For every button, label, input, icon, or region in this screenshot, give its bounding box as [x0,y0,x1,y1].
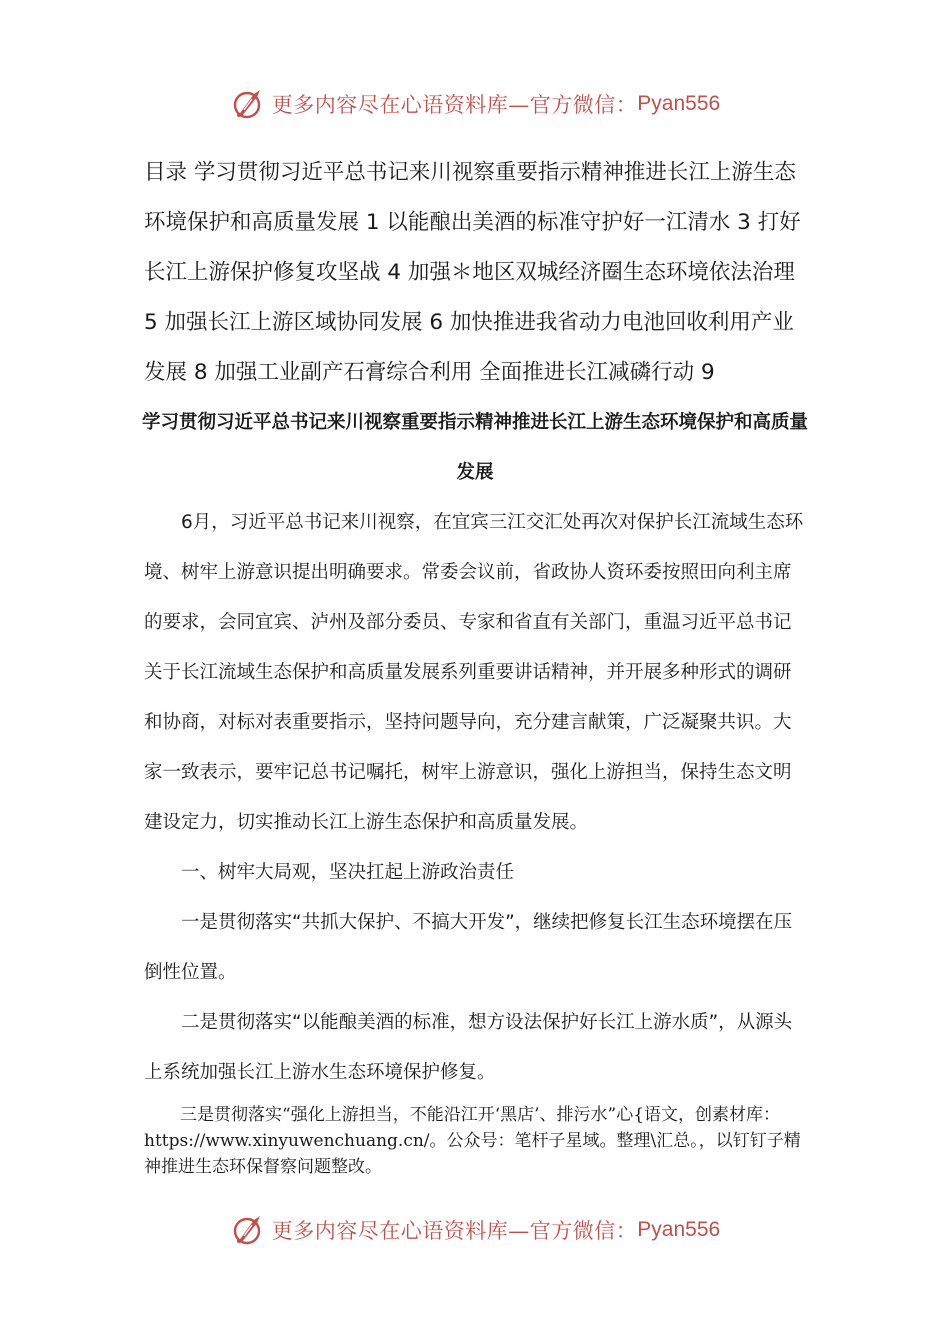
paragraph-intro: 6月，习近平总书记来川视察，在宜宾三江交汇处再次对保护长江流域生态环境、树牢上游意识提出明确要求。常委会议前，省政协人资环委按照田向利主席的要求，会同宜宾、泸州及部分委员、专家和省直有关部门，重温习近平总书记关于长江流域生态保护和高质量发展系列重要讲话精神，并开展多种形式的调研和协商，对标对表重要指示，坚持问题导向，充分建言献策，广泛凝聚共识。大家一致表示，要牢记总书记嘱托，树牢上游意识，强化上游担当，保持生态文明建设定力，切实推动长江上游生态保护和高质量发展。 [144,512,804,833]
header-banner [0,82,950,126]
paragraph-point-2: 二是贯彻落实“以能酿美酒的标准，想方设法保护好长江上游水质”，从源头上系统加强长江上游水生态环境保护修复。 [144,1012,793,1083]
banner-text: 更多内容尽在心语资料库—官方微信： [271,1219,638,1243]
paragraph-point-1: 一是贯彻落实“共抓大保护、不搞大开发”，继续把修复长江生态环境摆在压倒性位置。 [144,912,793,983]
table-of-contents: 目录 学习贯彻习近平总书记来川视察重要指示精神推进长江上游生态环境保护和高质量发展 1 以能酿出美酒的标准守护好一江清水 3 打好长江上游保护修复攻坚战 4 加强＊地区双城经济圈生态环境依法治理 5 加强长江上游区域协同发展 6 加快推进我省动力电池回收利用产业发展 8 加强工业副产石膏综合利用 全面推进长江减磷行动 9 [144,160,801,385]
article-title: 学习贯彻习近平总书记来川视察重要指示精神推进长江上游生态环境保护和高质量发展 [141,412,808,483]
paragraph-point-3: 三是贯彻落实“强化上游担当，不能沿江开‘黑店’、排污水”心{语文，创素材库：https://www.xinyuwenchuang.cn/。公众号：笔杆子星域。整理\汇总。，以钉钉子精神推进生态环保督察问题整改。 [144,1105,801,1177]
quill-pen-logo-icon [230,1212,266,1248]
quill-pen-logo-icon [230,86,266,122]
banner-wechat-id: Pyan556 [637,1218,721,1241]
banner-text: 更多内容尽在心语资料库—官方微信： [271,93,638,117]
document-body [141,148,808,1180]
footer-banner [0,1208,950,1252]
banner-wechat-id: Pyan556 [637,92,721,115]
section-heading-1: 一、树牢大局观，坚决扛起上游政治责任 [181,862,515,883]
